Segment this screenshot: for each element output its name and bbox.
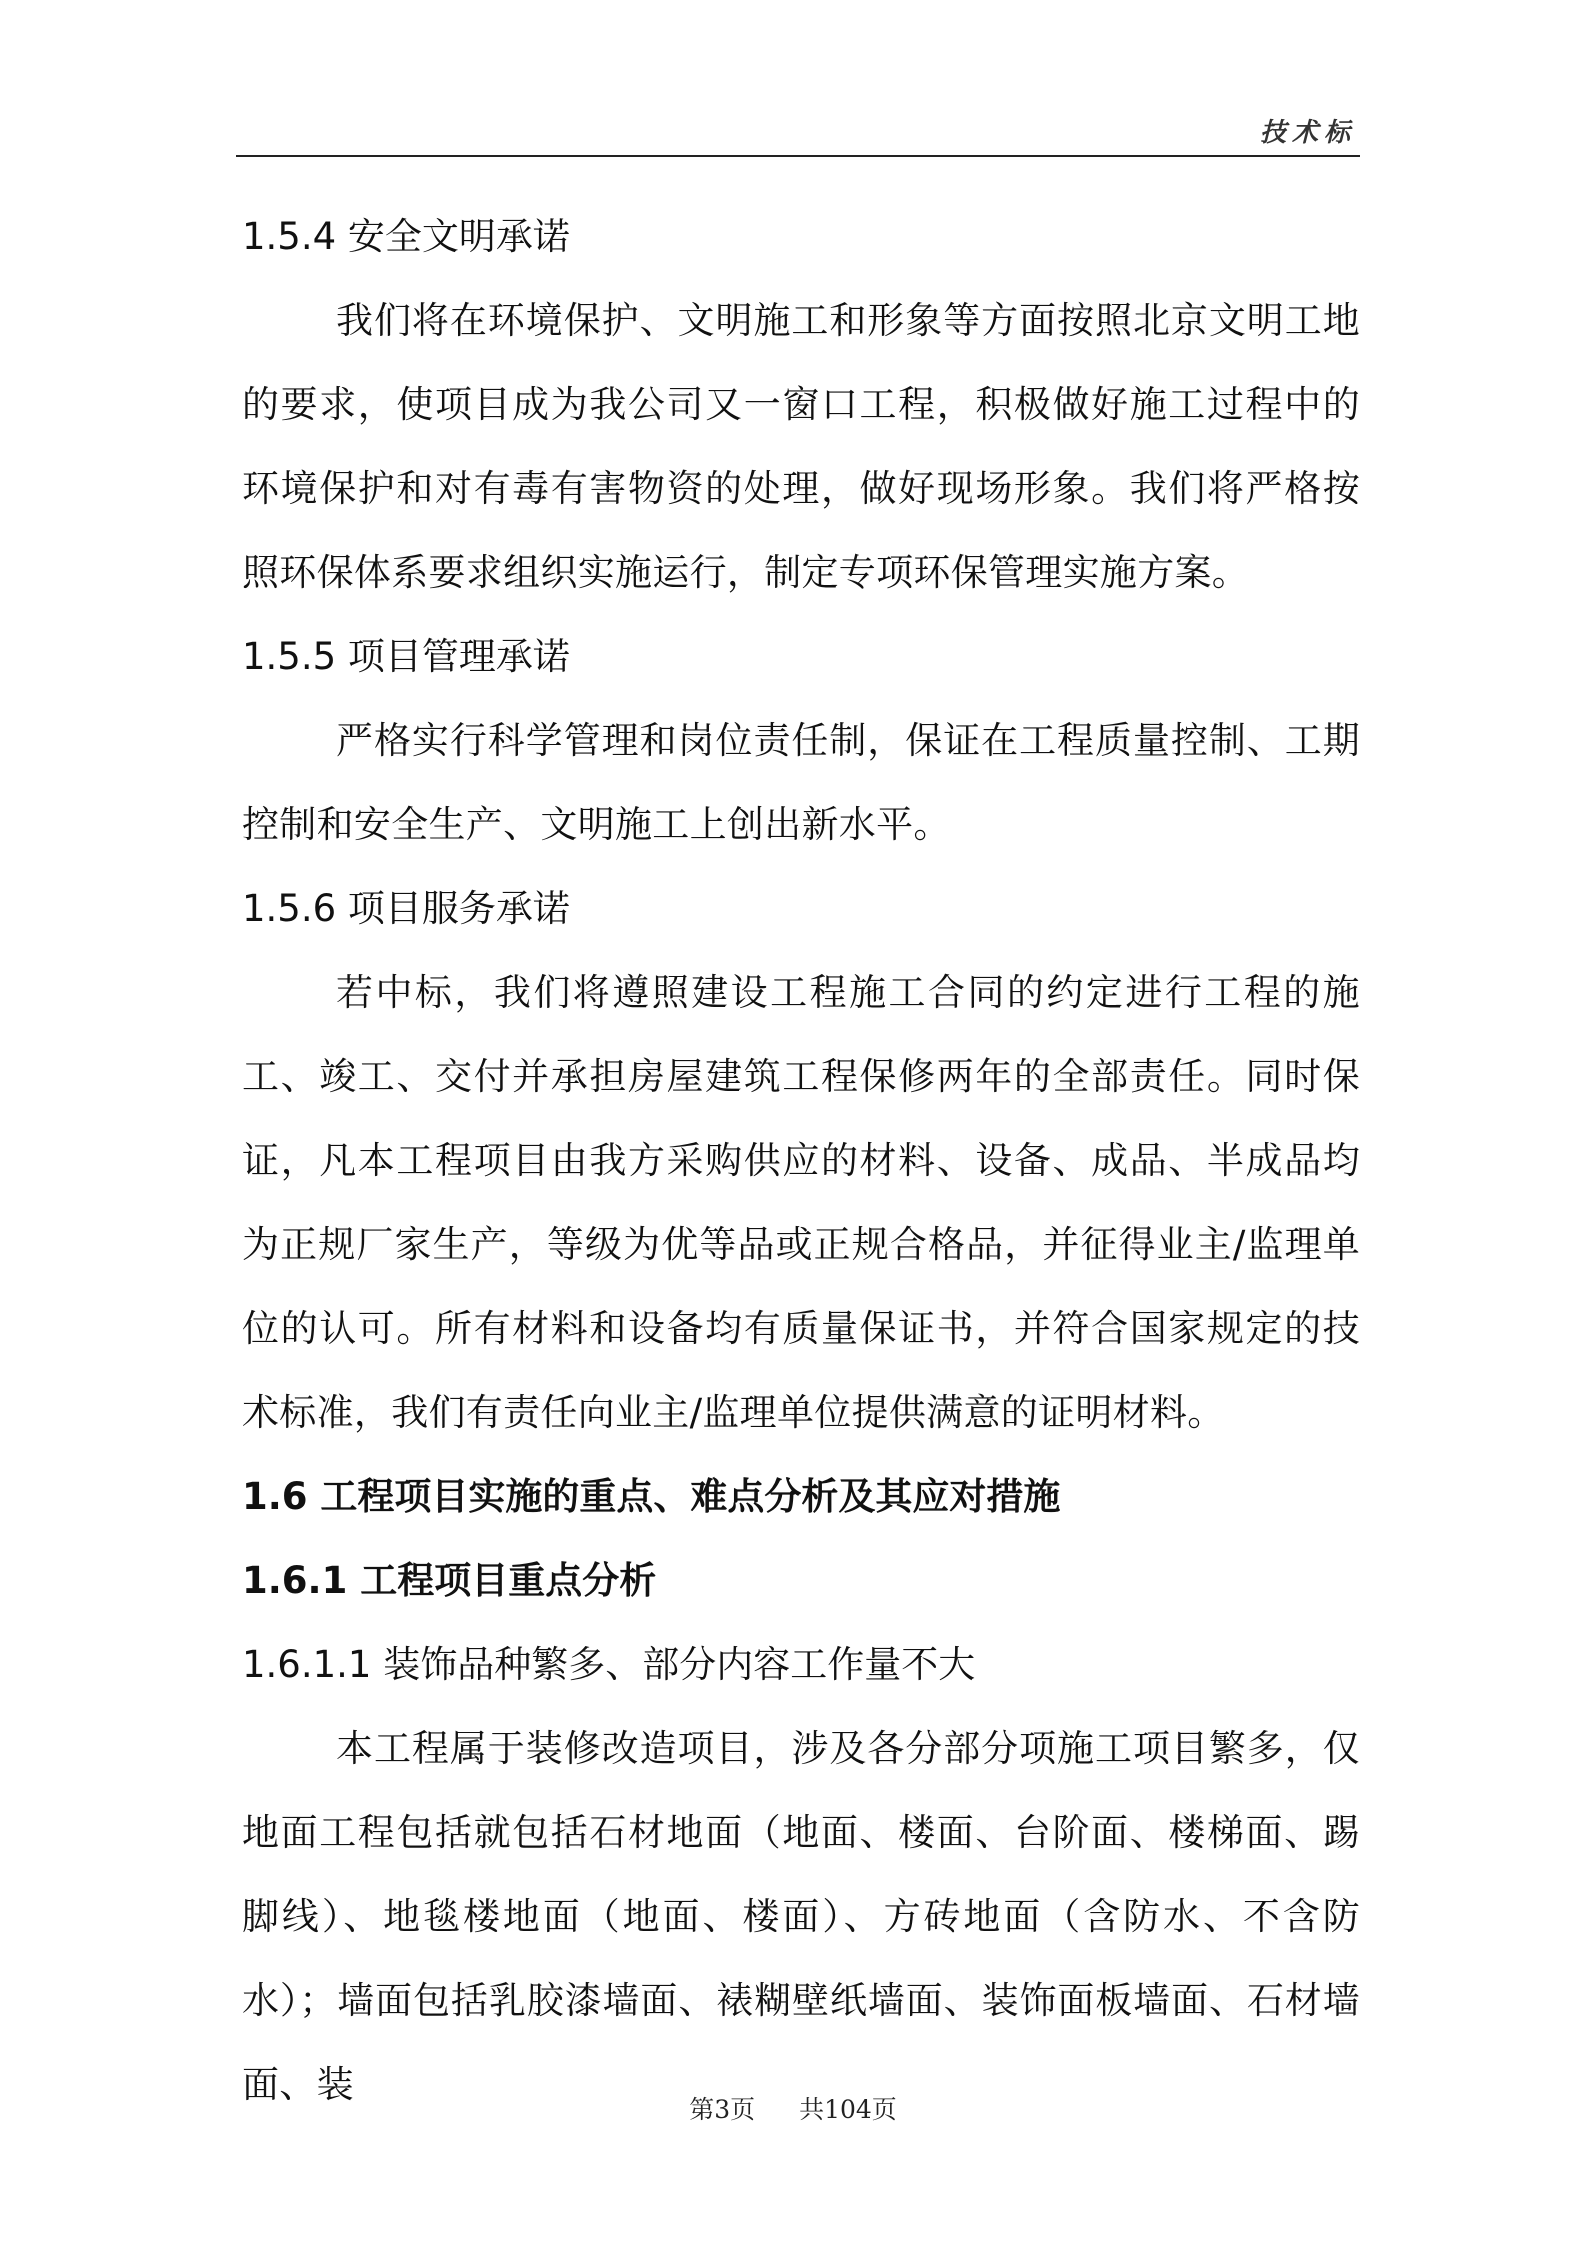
page-number: 第3页 — [689, 2095, 756, 2124]
heading-1-6-1-1: 1.6.1.1 装饰品种繁多、部分内容工作量不大 — [242, 1643, 976, 1686]
paragraph-1-5-5: 严格实行科学管理和岗位责任制，保证在工程质量控制、工期控制和安全生产、文明施工上创出新水平。 — [242, 719, 1360, 846]
paragraph-1-5-4: 我们将在环境保护、文明施工和形象等方面按照北京文明工地的要求，使项目成为我公司又一窗口工程，积极做好施工过程中的环境保护和对有毒有害物资的处理，做好现场形象。我们将严格按照环保体系要求组织实施运行，制定专项环保管理实施方案。 — [242, 299, 1360, 594]
heading-1-5-5: 1.5.5 项目管理承诺 — [242, 635, 570, 678]
paragraph-1-5-6: 若中标，我们将遵照建设工程施工合同的约定进行工程的施工、竣工、交付并承担房屋建筑工程保修两年的全部责任。同时保证，凡本工程项目由我方采购供应的材料、设备、成品、半成品均为正规厂家生产，等级为优等品或正规合格品，并征得业主/监理单位的认可。所有材料和设备均有质量保证书，并符合国家规定的技术标准，我们有责任向业主/监理单位提供满意的证明材料。 — [242, 971, 1360, 1434]
heading-1-5-4: 1.5.4 安全文明承诺 — [242, 215, 570, 258]
heading-1-6: 1.6 工程项目实施的重点、难点分析及其应对措施 — [242, 1475, 1061, 1518]
page-footer — [0, 2090, 1586, 2126]
document-body — [242, 195, 1360, 2127]
total-pages: 共104页 — [799, 2095, 897, 2124]
paragraph-1-6-1-1: 本工程属于装修改造项目，涉及各分部分项施工项目繁多，仅地面工程包括就包括石材地面（地面、楼面、台阶面、楼梯面、踢脚线）、地毯楼地面（地面、楼面）、方砖地面（含防水、不含防水）；墙面包括乳胶漆墙面、裱糊壁纸墙面、装饰面板墙面、石材墙面、装 — [242, 1727, 1360, 2106]
header-rule — [236, 155, 1360, 157]
header-label: 技术标 — [1259, 118, 1356, 148]
heading-1-6-1: 1.6.1 工程项目重点分析 — [242, 1559, 657, 1602]
heading-1-5-6: 1.5.6 项目服务承诺 — [242, 887, 570, 930]
